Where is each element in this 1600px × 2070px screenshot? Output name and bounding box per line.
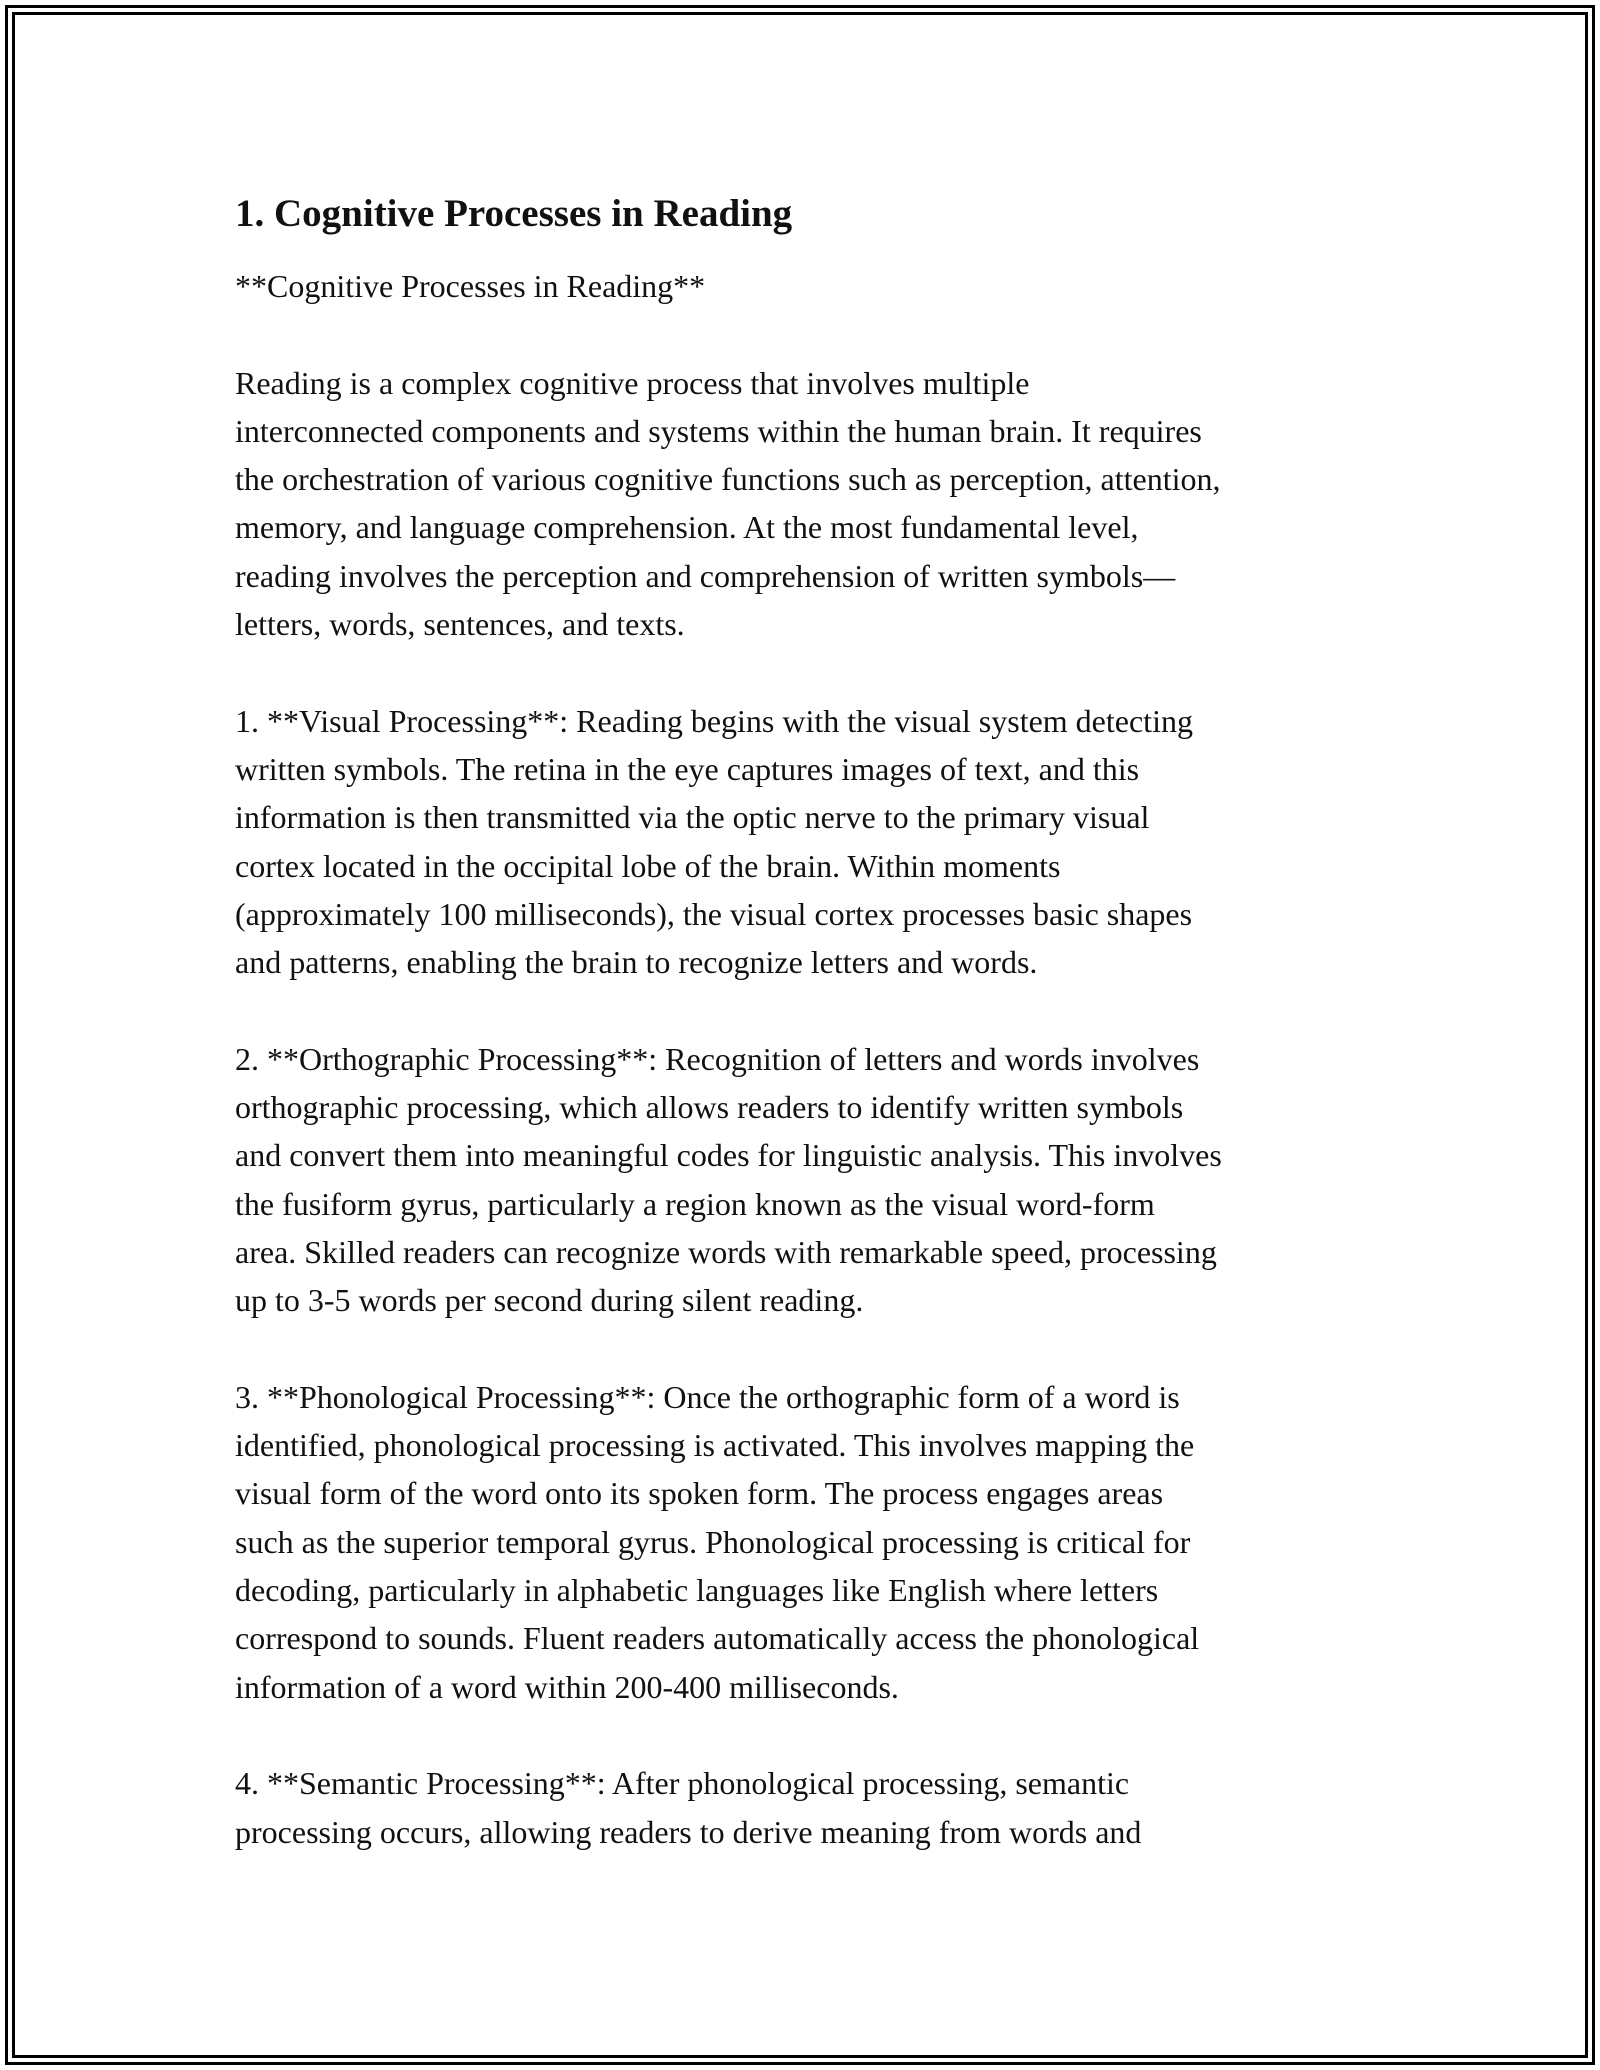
bold-subtitle-paragraph: **Cognitive Processes in Reading** — [235, 268, 706, 304]
intro-paragraph: Reading is a complex cognitive process that involves multiple interconnected components and systems within the human brain. It requires the orchestration of various cognitive functions such as perception, attention, memory, and language comprehension. At the most fundamental level, reading involves the perception and comprehension of written symbols— letters, words, sentences, and texts. — [235, 364, 1221, 643]
document-body — [235, 186, 1375, 1856]
semantic-processing-paragraph: 4. **Semantic Processing**: After phonological processing, semantic processing occurs, allowing readers to derive meaning from words and — [235, 1765, 1142, 1850]
phonological-processing-paragraph: 3. **Phonological Processing**: Once the orthographic form of a word is identified, phonological processing is activated. This involves mapping the visual form of the word onto its spoken form. The process engages areas such as the superior temporal gyrus. Phonological processing is critical for decoding, particularly in alphabetic languages like English where letters correspond to sounds. Fluent readers automatically access the phonological information of a word within 200-400 milliseconds. — [235, 1378, 1200, 1705]
section-heading: 1. Cognitive Processes in Reading — [235, 192, 793, 235]
orthographic-processing-paragraph: 2. **Orthographic Processing**: Recognition of letters and words involves orthographic processing, which allows readers to identify written symbols and convert them into meaningful codes for linguistic analysis. This involves the fusiform gyrus, particularly a region known as the visual word-form area. Skilled readers can recognize words with remarkable speed, processing up to 3-5 words per second during silent reading. — [235, 1040, 1222, 1319]
visual-processing-paragraph: 1. **Visual Processing**: Reading begins with the visual system detecting written symbols. The retina in the eye captures images of text, and this information is then transmitted via the optic nerve to the primary visual cortex located in the occipital lobe of the brain. Within moments (approximately 100 milliseconds), the visual cortex processes basic shapes and patterns, enabling the brain to recognize letters and words. — [235, 702, 1193, 981]
